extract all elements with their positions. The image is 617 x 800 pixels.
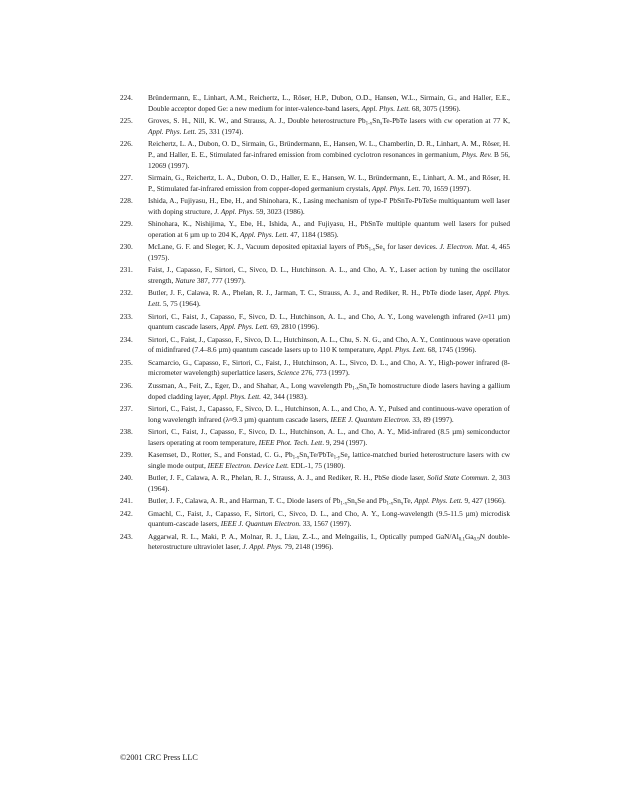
reference-number: 225. xyxy=(120,116,133,126)
reference-text: Kasemset, D., Rotter, S., and Fonstad, C. G., $Pb_{1-x}Sn_xTe/PbTe_{1-y}Se_y$ lattice-matched buried heterostructure lasers with cw single mode output, IEEE Electron. Device Lett. EDL-1, 75 (1980). xyxy=(148,450,510,470)
reference-item xyxy=(120,473,510,494)
reference-item xyxy=(120,139,510,171)
reference-item xyxy=(120,265,510,286)
reference-number: 238. xyxy=(120,427,133,437)
reference-number: 236. xyxy=(120,380,133,390)
reference-item xyxy=(120,312,510,333)
reference-item xyxy=(120,116,510,137)
reference-item xyxy=(120,93,510,114)
reference-number: 224. xyxy=(120,93,133,102)
reference-text: Sirtori, C., Faist, J., Capasso, F., Sivco, D. L., Hutchinson, A. L., Chu, S. N. G., and Cho, A. Y., Continuous wave operation of midinfrared (7.4–8.6 µm) quantum cascade lasers up to 110 K temperature, Appl. Phys. Lett. 68, 1745 (1996). xyxy=(148,334,510,355)
reference-text: Faist, J., Capasso, F., Sirtori, C., Sivco, D. L., Hutchinson. A. L., and Cho, A. Y., Laser action by tuning the oscillator strength, Nature 387, 777 (1997). xyxy=(148,265,510,286)
reference-item xyxy=(120,219,510,240)
reference-item xyxy=(120,450,510,471)
reference-number: 240. xyxy=(120,473,133,483)
reference-text: Groves, S. H., Nill, K. W., and Strauss, A. J., Double heterostructure $Pb_{1-x}Sn_xTe$-PbTe lasers with cw operation at 77 K, Appl. Phys. Lett. 25, 331 (1974). xyxy=(148,116,510,136)
reference-text: Gmachl, C., Faist, J., Capasso, F., Sirtori, C., Sivco, D. L., and Cho, A. Y., Long-wavelength (9.5-11.5 µm) microdisk quantum-cascade lasers, IEEE J. Quantum Electron. 33, 1567 (1997). xyxy=(148,508,510,529)
reference-item xyxy=(120,427,510,448)
reference-number: 228. xyxy=(120,196,133,206)
reference-number: 237. xyxy=(120,403,133,413)
reference-list xyxy=(120,93,510,555)
reference-text: Scamarcio, G., Capasso, F., Sirtori, C., Faist, J., Hutchinson, A. L., Sivco, D. L., and Cho, A. Y., High-power infrared (8-micrometer wavelength) superlattice lasers, Science 276, 773 (1997). xyxy=(148,357,510,378)
reference-item xyxy=(120,335,510,356)
reference-number: 230. xyxy=(120,242,133,252)
reference-text: Ishida, A., Fujiyasu, H., Ebe, H., and Shinohara, K., Lasing mechanism of type-I' PbSnTe-PbTeSe multiquantum well laser with doping structure, J. Appl. Phys. 59, 3023 (1986). xyxy=(148,196,510,216)
reference-text: Sirtori, C., Faist, J., Capasso, F., Sivco, D. L., Hutchinson, A. L., and Cho, A. Y., Pulsed and continuous-wave operation of long wavelength infrared (λ≈9.3 µm) quantum cascade lasers, IEEE J. Quantum Electron. 33, 89 (1997). xyxy=(148,403,510,424)
reference-number: 235. xyxy=(120,357,133,367)
reference-item xyxy=(120,404,510,425)
reference-text: Sirtori, C., Faist, J., Capasso, F., Sivco, D. L., Hutchinson, A. L., and Cho, A. Y., Long wavelength infrared (λ≈11 µm) quantum cascade lasers, Appl. Phys. Lett. 69, 2810 (1996). xyxy=(148,311,510,332)
reference-number: 243. xyxy=(120,531,133,541)
reference-number: 242. xyxy=(120,508,133,518)
reference-text: Sirmain, G., Reichertz, L. A., Dubon, O. D., Haller, E. E., Hansen, W. L., Bründermann, E., Linhart, A. M., and Röser, H. P., Stimulated far-infrared emission from copper-doped germanium crystals, Appl. Phys. Lett. 70, 1659 (1997). xyxy=(148,172,510,193)
copyright-footer: ©2001 CRC Press LLC xyxy=(120,753,198,762)
reference-text: Reichertz, L. A., Dubon, O. D., Sirmain, G., Bründermann, E., Hansen, W. L., Chamberlin, D. R., Linhart, A. M., Röser, H. P., and Haller, E. E., Stimulated far-infrared emission from combined cyclotron resonances in germanium, Phys. Rev. B 56, 12069 (1997). xyxy=(148,139,510,170)
reference-number: 232. xyxy=(120,288,133,298)
reference-text: Butler, J. F., Calawa, A. R., and Harman, T. C., Diode lasers of $Pb_{1-x}Sn_xSe$ and $Pb_{1-x}Sn_xTe$, Appl. Phys. Lett. 9, 427 (1966). xyxy=(148,496,506,507)
reference-number: 239. xyxy=(120,450,133,460)
reference-item xyxy=(120,509,510,530)
reference-text: Zussman, A., Feit, Z., Eger, D., and Shahar, A., Long wavelength $Pb_{1-x}Sn_xTe$ homostructure diode lasers having a gallium doped cladding layer, Appl. Phys. Lett. 42, 344 (1983). xyxy=(148,380,510,401)
reference-item xyxy=(120,358,510,379)
reference-item xyxy=(120,173,510,194)
reference-number: 231. xyxy=(120,265,133,275)
reference-item xyxy=(120,496,510,507)
reference-number: 241. xyxy=(120,496,133,506)
reference-number: 227. xyxy=(120,172,133,182)
reference-text: McLane, G. F. and Sleger, K. J., Vacuum deposited epitaxial layers of $PbS_{1-x}Se_x$ for laser devices. J. Electron. Mat. 4, 465 (1975). xyxy=(148,242,510,262)
reference-number: 234. xyxy=(120,334,133,344)
reference-item xyxy=(120,532,510,553)
reference-item xyxy=(120,196,510,217)
reference-item xyxy=(120,288,510,309)
reference-number: 233. xyxy=(120,311,133,321)
reference-text: Butler, J. F., Calawa, R. A., Phelan, R. J., Jarman, T. C., Strauss, A. J., and Rediker, R. H., PbTe diode laser, Appl. Phys. Lett. 5, 75 (1964). xyxy=(148,288,510,309)
reference-text: Bründermann, E., Linhart, A.M., Reichertz, L., Röser, H.P., Dubon, O.D., Hansen, W.L., Sirmain, G., and Haller, E.E., Double acceptor doped Ge: a new medium for inter-valence-band lasers, Appl. Phys. Lett. 68, 3075 (1996). xyxy=(148,93,510,113)
reference-number: 226. xyxy=(120,139,133,149)
reference-item xyxy=(120,381,510,402)
reference-text: Butler, J. F., Calawa, A. R., Phelan, R. J., Strauss, A. J., and Rediker, R. H., PbSe diode laser, Solid State Commun. 2, 303 (1964). xyxy=(148,473,510,493)
reference-text: Sirtori, C., Faist, J., Capasso, F., Sivco, D. L., Hutchinson, A. L., and Cho, A. Y., Mid-infrared (8.5 µm) semiconductor lasers operating at room temperature, IEEE Phot. Tech. Lett. 9, 294 (1997). xyxy=(148,427,510,447)
reference-item xyxy=(120,242,510,263)
reference-text: Aggarwal, R. L., Maki, P. A., Molnar, R. J., Liau, Z.-L., and Melngailis, I., Optically pumped GaN/$Al_{0.1}Ga_{0.9}N$ double-heterostructure ultraviolet laser, J. Appl. Phys. 79, 2148 (1996). xyxy=(148,531,510,552)
reference-number: 229. xyxy=(120,219,133,229)
reference-text: Shinohara, K., Nishijima, Y., Ebe, H., Ishida, A., and Fujiyasu, H., PbSnTe multiple quantum well lasers for pulsed operation at 6 µm up to 204 K, Appl. Phys. Lett. 47, 1184 (1985). xyxy=(148,219,510,239)
